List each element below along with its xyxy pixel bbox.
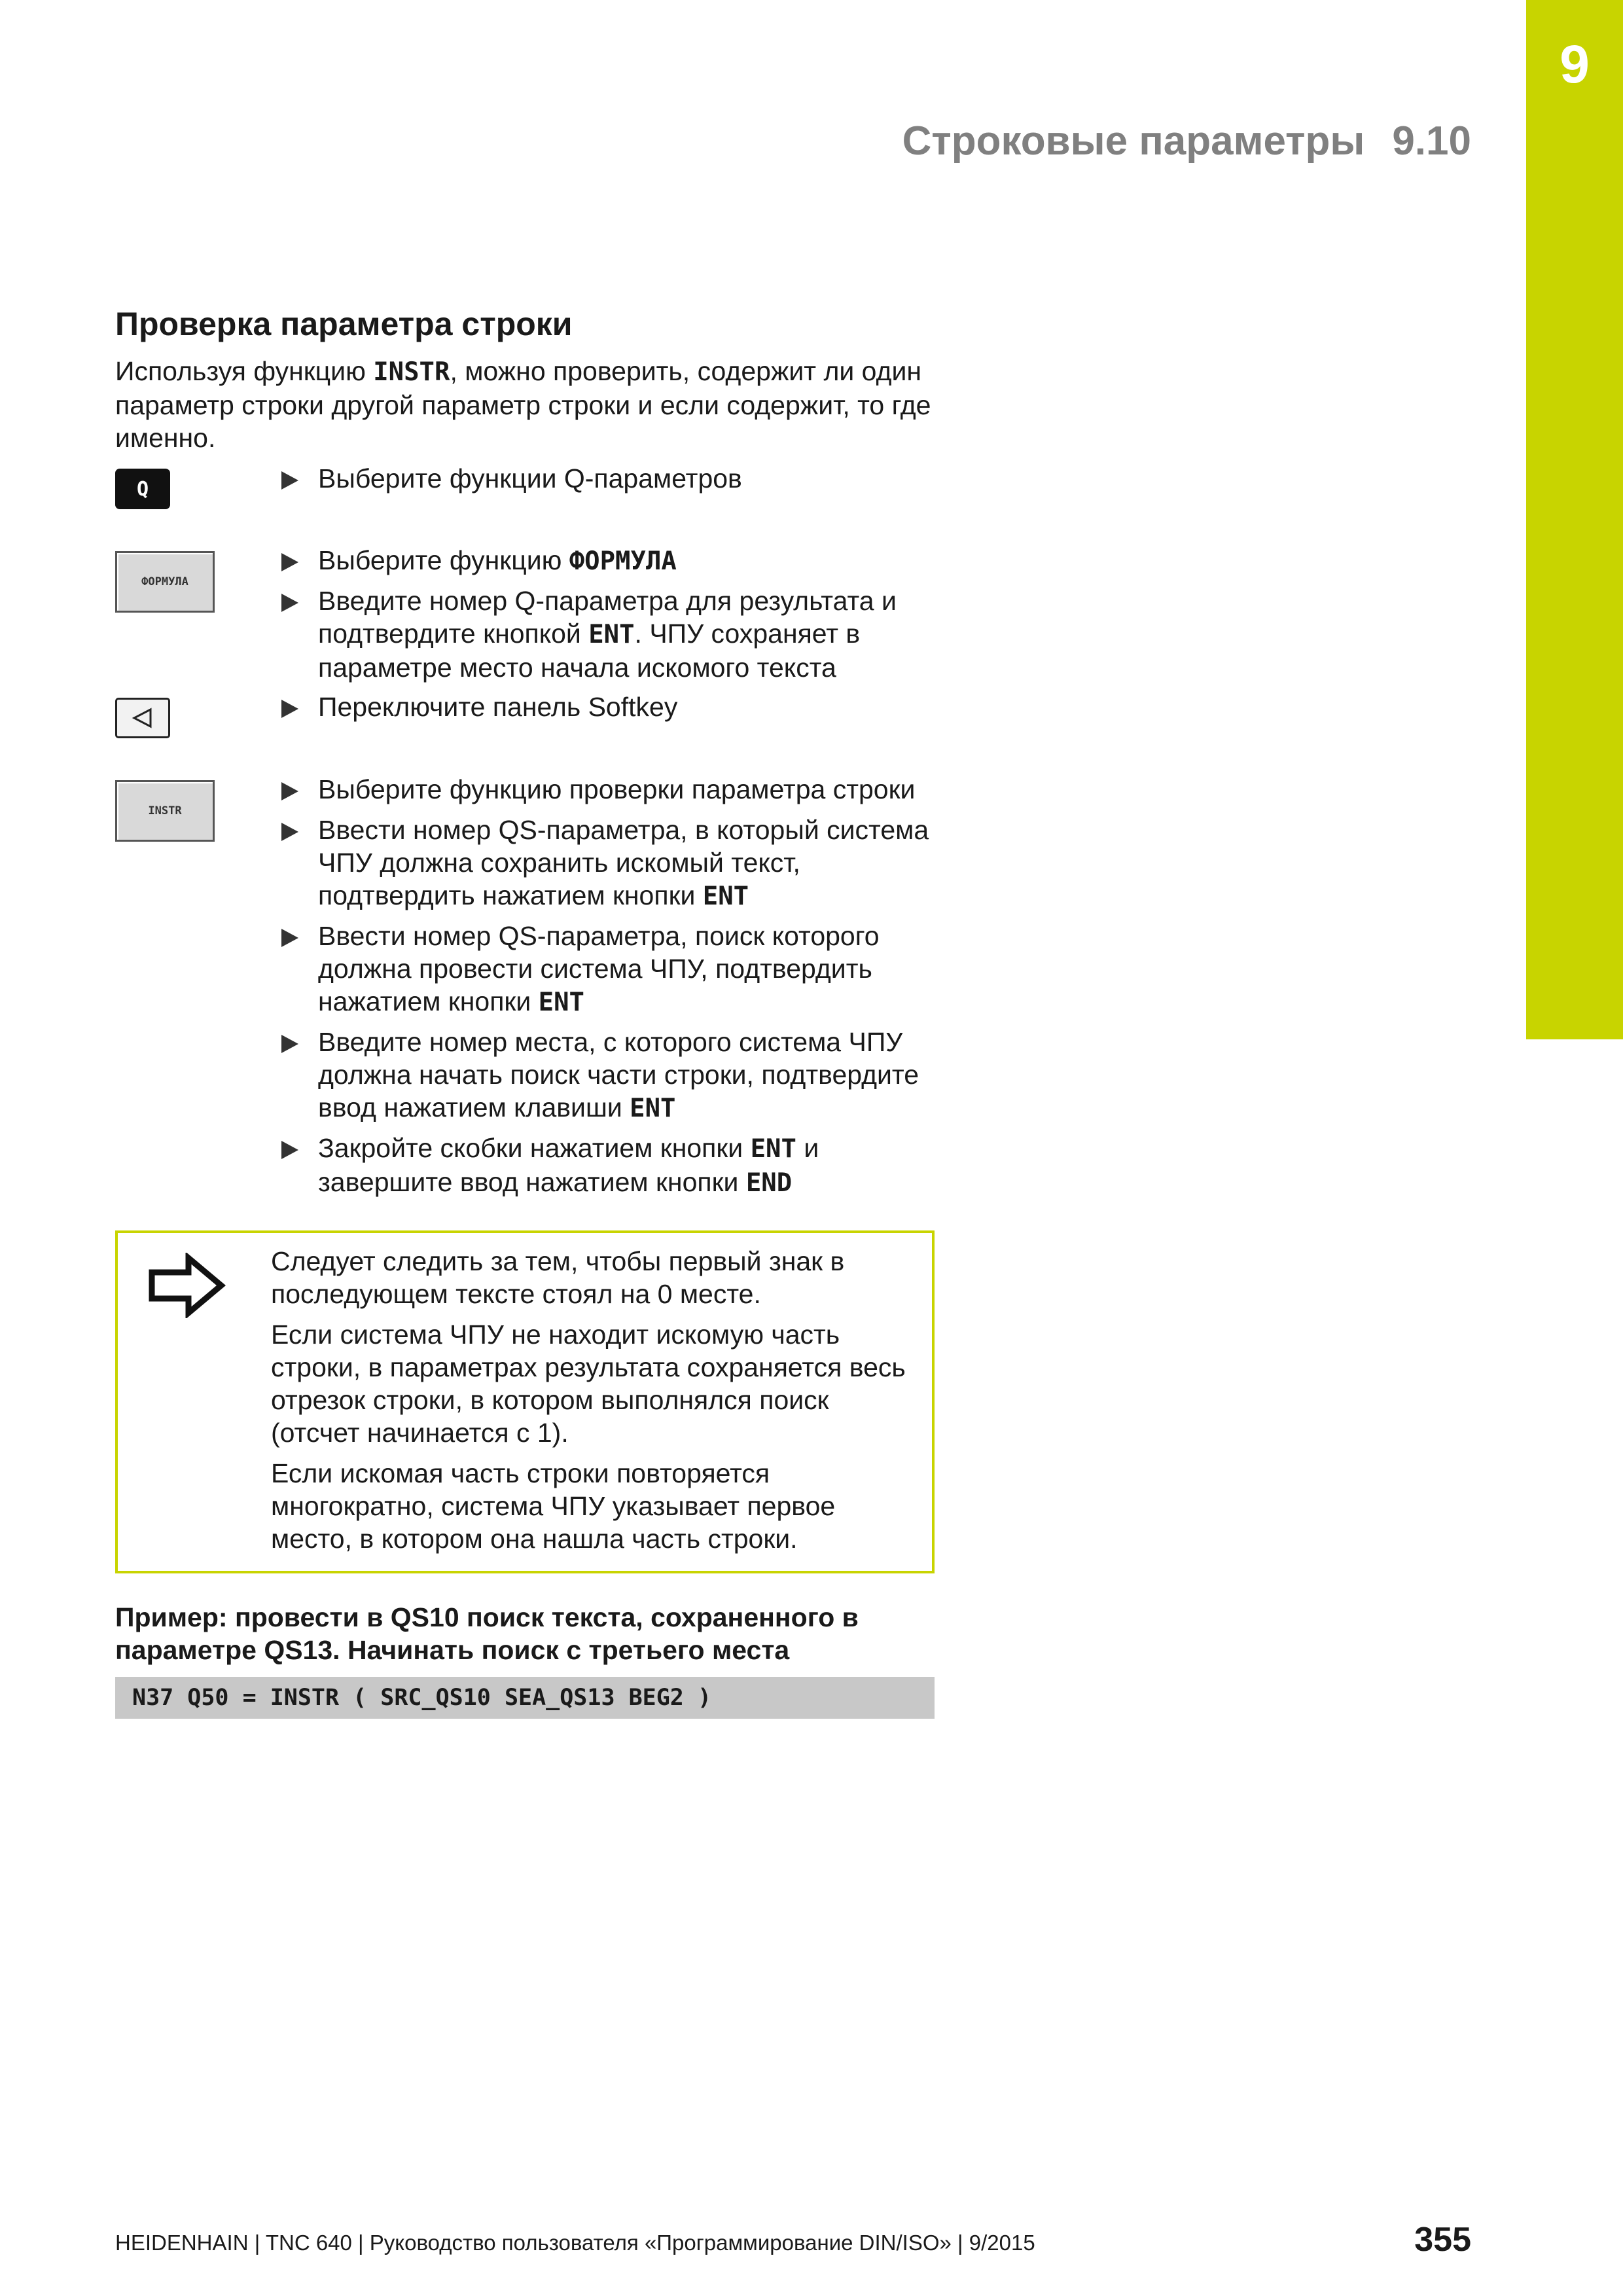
step-item [281,1026,955,1125]
step-text: Ввести номер QS-параметра, поиск которого должна провести система ЧПУ, подтвердить нажатием кнопки [318,921,880,1016]
note-text [271,1245,919,1563]
step-keyword: END [745,1168,793,1198]
bullet-triangle-icon [281,1035,298,1053]
step-text: Выберите функцию проверки параметра строки [318,774,916,804]
intro-keyword: INSTR [373,357,450,387]
step-item [281,1132,955,1200]
step-keyword: ENT [702,882,749,911]
intro-text-before: Используя функцию [115,356,374,386]
step-text: Ввести номер QS-параметра, в который система ЧПУ должна сохранить искомый текст, подтвердить нажатием кнопки [318,815,929,910]
note-paragraph: Следует следить за тем, чтобы первый знак в последующем тексте стоял на 0 месте. [271,1246,845,1309]
footer-text: HEIDENHAIN | TNC 640 | Руководство пользователя «Программирование DIN/ISO» | 9/2015 [115,2231,1035,2255]
note-box [115,1230,935,1573]
step-item [281,584,955,684]
step-text: Закройте скобки нажатием кнопки [318,1133,751,1163]
bullet-triangle-icon [281,700,298,718]
bullet-triangle-icon [281,471,298,490]
step-text: Выберите функции Q-параметров [318,463,742,493]
step-text: Переключите панель Softkey [318,692,678,722]
step-item [281,773,955,806]
step-keyword: ENT [750,1134,796,1164]
formula-softkey: ФОРМУЛА [115,551,215,613]
step-text: Введите номер места, с которого система ЧПУ должна начать поиск части строки, подтвердите ввод нажатием клавиши [318,1027,919,1122]
step-keyword: ENT [588,620,635,649]
bullet-triangle-icon [281,1141,298,1159]
example-caption: Пример: провести в QS10 поиск текста, сохраненного в параметре QS13. Начинать поиск с третьего места [115,1602,859,1665]
step-item [281,462,955,495]
step-text-after: и завершите ввод нажатием кнопки [318,1133,819,1197]
chapter-tab [1526,0,1623,1039]
header-title: Строковые параметры [902,118,1365,164]
bullet-triangle-icon [281,782,298,800]
step-keyword: ENT [538,988,584,1017]
switch-softkey-bar-key [115,698,170,738]
header-section-number: 9.10 [1392,118,1471,164]
bullet-triangle-icon [281,929,298,947]
code-block: N37 Q50 = INSTR ( SRC_QS10 SEA_QS13 BEG2 ) [115,1677,935,1719]
instr-softkey: INSTR [115,780,215,842]
step-item [281,691,955,723]
intro-text-after: , можно проверить, содержит ли один параметр строки другой параметр строки и если содержит, то где именно. [115,356,931,453]
page-number: 355 [1414,2221,1471,2259]
step-keyword: ENT [630,1094,676,1123]
step-item [281,814,955,913]
step-item [281,544,955,578]
step-item [281,920,955,1019]
bullet-triangle-icon [281,823,298,841]
bullet-triangle-icon [281,594,298,612]
running-header [902,118,1471,164]
triangle-left-icon [131,708,154,728]
step-keyword: ФОРМУЛА [569,547,677,576]
step-text: Выберите функцию [318,545,569,575]
right-arrow-outline-icon [147,1253,228,1318]
q-key: Q [115,469,170,509]
intro-paragraph [115,355,940,454]
section-title: Проверка параметра строки [115,306,573,342]
step-text: Введите номер Q-параметра для результата и подтвердите кнопкой [318,586,897,649]
bullet-triangle-icon [281,553,298,571]
note-paragraph: Если искомая часть строки повторяется многократно, система ЧПУ указывает первое место, в котором она нашла часть строки. [271,1458,836,1554]
note-paragraph: Если система ЧПУ не находит искомую часть строки, в параметрах результата сохраняется весь отрезок строки, в котором выполнялся поиск (отсчет начинается с 1). [271,1319,906,1448]
step-text-after: . ЧПУ сохраняет в параметре место начала искомого текста [318,619,861,683]
chapter-number: 9 [1560,35,1590,94]
